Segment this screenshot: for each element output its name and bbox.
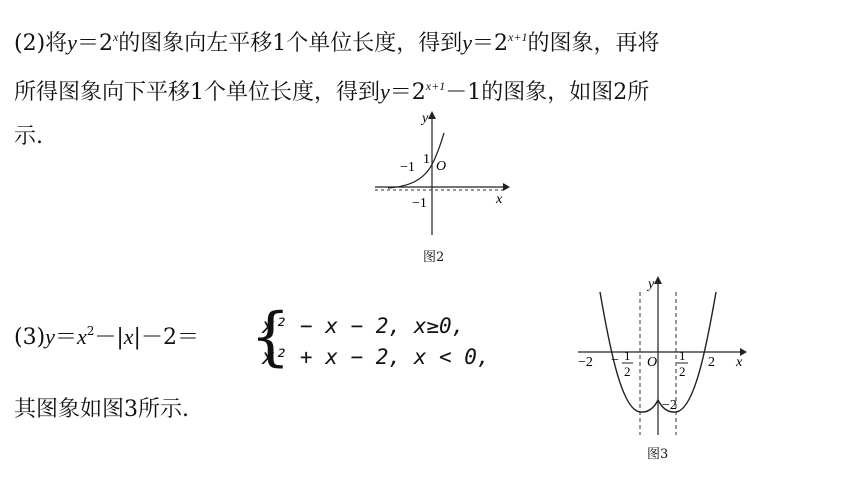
x-label: x — [736, 355, 743, 370]
text: 的图象向左平移1个单位长度，得到 — [118, 31, 463, 56]
tick-neg-half-num: 1 — [624, 348, 631, 363]
x-label: x — [496, 192, 503, 207]
tick-2: 2 — [708, 355, 715, 370]
math-var: x — [123, 324, 134, 349]
text: －1的图象，如图2所 — [445, 80, 650, 105]
tick-half-den: 2 — [679, 364, 686, 379]
para3-prefix — [14, 316, 199, 353]
figure-3 — [570, 270, 760, 440]
exponent: x+1 — [425, 79, 446, 93]
origin-label: O — [647, 355, 658, 370]
tick-neg2-y: −2 — [662, 398, 677, 413]
figure-2 — [360, 105, 520, 240]
text: (3) — [14, 325, 46, 350]
text: ＝2 — [472, 31, 509, 56]
tick-neg1-y: −1 — [412, 196, 427, 211]
math-var: y — [462, 30, 473, 55]
text: ＝2 — [389, 80, 426, 105]
y-axis-arrow — [654, 276, 662, 284]
figure-2-caption: 图2 — [423, 250, 445, 265]
text: －| — [94, 325, 124, 350]
text: 的图象，再将 — [527, 31, 660, 56]
text: ＝2 — [76, 31, 113, 56]
text: |－2＝ — [133, 325, 199, 350]
tick-1: 1 — [423, 152, 430, 167]
y-label: y — [422, 111, 429, 126]
figure-3-caption: 图3 — [647, 447, 669, 462]
math-var: y — [380, 79, 390, 104]
tick-neg1-x: −1 — [400, 160, 415, 175]
case-2: x² + x − 2, x < 0, — [262, 345, 490, 369]
math-var: x — [76, 324, 87, 349]
para3-line2: 其图象如图3所示. — [14, 397, 189, 422]
exponent: x+1 — [508, 30, 528, 44]
math-var: y — [45, 324, 55, 349]
para2-line1 — [14, 22, 659, 59]
x-axis-arrow — [503, 183, 510, 191]
text: 所得图象向下平移1个单位长度，得到 — [14, 80, 380, 105]
text: (2)将 — [14, 31, 68, 56]
para2-line3: 示. — [14, 124, 43, 149]
y-axis-arrow — [428, 111, 436, 119]
tick-neg2: −2 — [578, 355, 593, 370]
para2-line2 — [14, 71, 649, 108]
piecewise-brace: { — [250, 300, 291, 374]
origin-label: O — [436, 159, 447, 174]
math-var: y — [67, 30, 77, 55]
case-1: x² − x − 2, x≥0, — [262, 314, 465, 338]
tick-half-num: 1 — [679, 348, 686, 363]
exponent: x — [112, 30, 119, 44]
tick-neg-half-den: 2 — [624, 364, 631, 379]
text: ＝ — [54, 325, 77, 350]
y-label: y — [648, 277, 655, 292]
exponent: 2 — [86, 324, 95, 338]
tick-neg-half-sign: − — [611, 353, 619, 368]
